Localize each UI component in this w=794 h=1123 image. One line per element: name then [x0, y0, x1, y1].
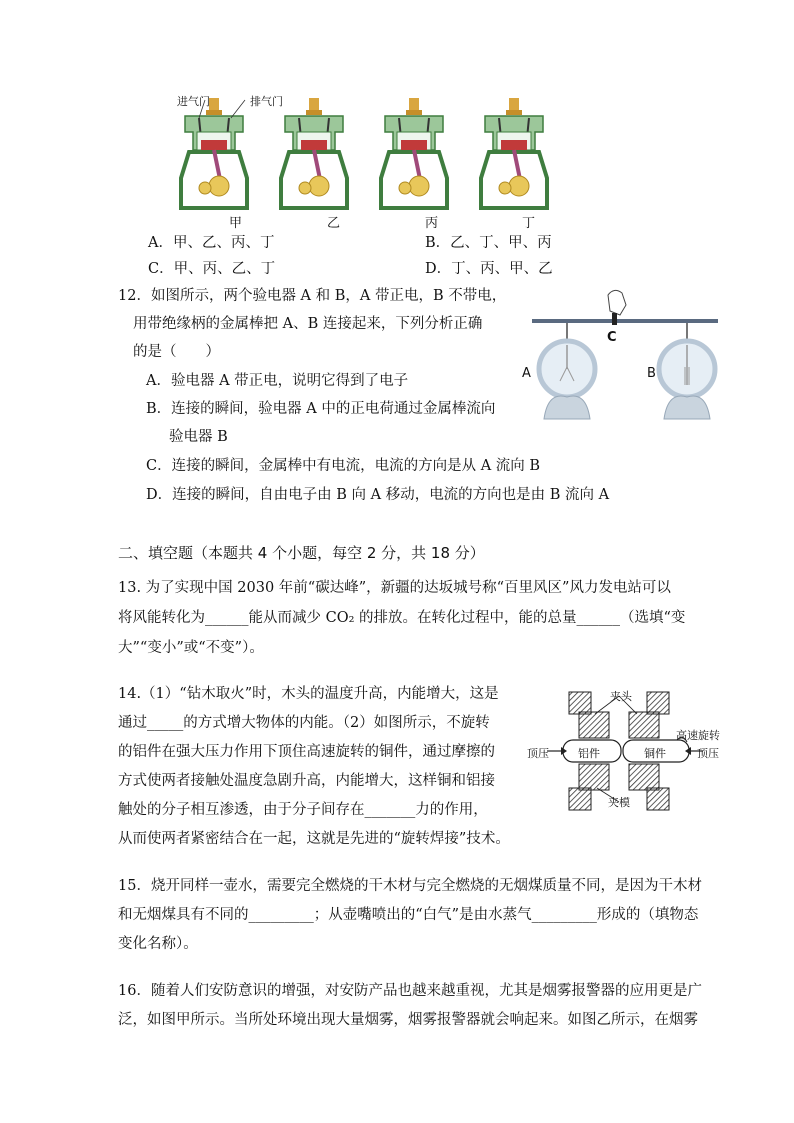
figure-label-bing: 丙	[425, 216, 439, 231]
q12-stem-line-3: 的是（ ）	[133, 344, 220, 360]
electroscope-label-c: C	[607, 330, 617, 345]
q13-line-2: 将风能转化为______能从而减少 CO₂ 的排放。在转化过程中，能的总量______（选填“变	[118, 610, 686, 626]
q11-option-d: D．丁、丙、甲、乙	[425, 261, 553, 277]
q12-stem-line-1: 12．如图所示，两个验电器 A 和 B，A 带正电，B 不带电，	[118, 288, 507, 304]
q11-option-a: A．甲、乙、丙、丁	[148, 235, 275, 251]
q13-line-3: 大”“变小”或“不变”）。	[118, 640, 264, 656]
press-right-label: 顶压	[697, 747, 719, 760]
q14-line-3: 的铝件在强大压力作用下顶住高速旋转的铜件，通过摩擦的	[118, 744, 495, 760]
clamp-mold-label: 夹模	[608, 796, 630, 809]
q14-line-2: 通过_____的方式增大物体的内能。（2）如图所示，不旋转	[118, 715, 490, 731]
q12-option-b: B．连接的瞬间，验电器 A 中的正电荷通过金属棒流向	[146, 401, 496, 417]
q15-line-3: 变化名称）。	[118, 936, 198, 952]
q16-line-1: 16．随着人们安防意识的增强，对安防产品也越来越重视，尤其是烟雾报警器的应用更是广	[118, 983, 702, 999]
high-speed-rotation-label: 高速旋转	[676, 729, 720, 742]
q14-line-4: 方式使两者接触处温度急剧升高，内能增大，这样铜和铝接	[118, 773, 495, 789]
electroscope-label-a: A	[522, 366, 531, 381]
copper-part-label: 铜件	[644, 747, 666, 760]
q12-option-c: C．连接的瞬间，金属棒中有电流，电流的方向是从 A 流向 B	[146, 458, 541, 474]
electroscopes-figure	[530, 285, 720, 425]
q11-option-c: C．甲、丙、乙、丁	[148, 261, 276, 277]
figure-label-yi: 乙	[327, 216, 341, 231]
q12-option-b-cont: 验电器 B	[169, 429, 228, 445]
section-2-title: 二、填空题（本题共 4 个小题，每空 2 分，共 18 分）	[118, 544, 485, 562]
figure-label-ding: 丁	[522, 216, 536, 231]
exhaust-valve-label: 排气门	[250, 95, 283, 108]
q12-option-a: A．验电器 A 带正电，说明它得到了电子	[146, 373, 409, 389]
q13-line-1: 13. 为了实现中国 2030 年前“碳达峰”，新疆的达坂城号称“百里风区”风力发电站可以	[118, 580, 671, 596]
q15-line-1: 15．烧开同样一壶水，需要完全燃烧的干木材与完全燃烧的无烟煤质量不同，是因为干木材	[118, 878, 702, 894]
q16-line-2: 泛，如图甲所示。当所处环境出现大量烟雾，烟雾报警器就会响起来。如图乙所示，在烟雾	[118, 1012, 698, 1028]
electroscope-label-b: B	[647, 366, 656, 381]
figure-label-jia: 甲	[229, 216, 243, 231]
q11-option-b: B．乙、丁、甲、丙	[425, 235, 552, 251]
q12-option-d: D．连接的瞬间，自由电子由 B 向 A 移动，电流的方向也是由 B 流向 A	[146, 487, 610, 503]
intake-valve-label: 进气门	[177, 95, 210, 108]
q14-line-1: 14.（1）“钻木取火”时，木头的温度升高，内能增大，这是	[118, 686, 499, 702]
q14-line-5: 触处的分子相互渗透，由于分子间存在_______力的作用，	[118, 802, 488, 818]
q15-line-2: 和无烟煤具有不同的_________；从壶嘴喷出的“白气”是由水蒸气_________形成的（填物态	[118, 907, 699, 923]
aluminum-part-label: 铝件	[578, 747, 600, 760]
q14-line-6: 从而使两者紧密结合在一起，这就是先进的“旋转焊接”技术。	[118, 831, 510, 847]
q12-stem-line-2: 用带绝缘柄的金属棒把 A、B 连接起来，下列分析正确	[133, 316, 483, 332]
engine-strokes-figure	[175, 88, 575, 230]
fixture-label: 夹头	[610, 690, 632, 703]
press-left-label: 顶压	[527, 747, 549, 760]
